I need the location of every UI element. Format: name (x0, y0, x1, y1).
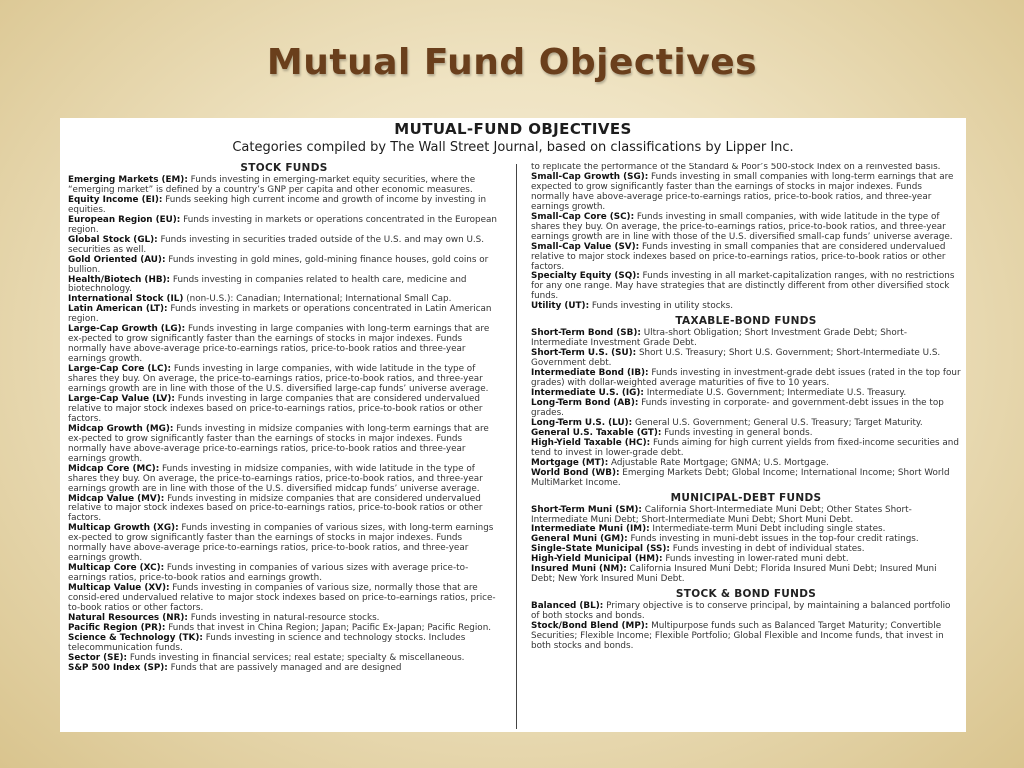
fund-category-description: Funds investing in general bonds. (664, 427, 813, 438)
fund-category-description: California Insured Muni Debt; Florida Insured Muni Debt; Insured Muni Debt; New York Insured Muni Debt. (531, 564, 937, 585)
fund-category-entry (68, 236, 500, 256)
fund-category-description: Funds investing in emerging-market equity securities, where the “emerging market” is defined by a country’s GNP per capita and other economic measures. (68, 175, 476, 195)
fund-category-term: Gold Oriented (AU): (68, 254, 166, 265)
fund-category-entry (531, 622, 961, 652)
fund-category-entry (68, 664, 500, 674)
fund-category-entry (68, 584, 500, 614)
fund-category-description: Short U.S. Treasury; Short U.S. Government; Short-Intermediate U.S. Government debt. (531, 348, 941, 369)
fund-category-description: Ultra-short Obligation; Short Investment Grade Debt; Short-Intermediate Investment Grade Debt. (531, 328, 907, 349)
fund-category-description: Funds investing in small companies that are considered undervalued relative to major stock indexes based on price-to-earnings ratios, price-to-book ratios or other factors. (531, 241, 946, 272)
fund-category-term: Short-Term U.S. (SU): (531, 348, 637, 359)
fund-category-description: Funds investing in large companies that are considered undervalued relative to major stock indexes based on price-to-earnings ratios, price-to-book ratios or other factors. (68, 393, 483, 424)
section-heading-taxable-bond: TAXABLE-BOND FUNDS (675, 315, 817, 328)
fund-category-entry (531, 272, 961, 302)
fund-category-description: Funds investing in markets or operations concentrated in the European region. (68, 214, 497, 235)
continuation-text: to replicate the performance of the Standard & Poor’s 500-stock Index on a reinvested basis. (531, 163, 941, 172)
document-header (60, 120, 966, 156)
fund-category-description: Funds investing in midsize companies, with wide latitude in the type of shares they buy. On average, the price-to-earnings ratios, price-to-book ratios, and three-year earnings growth are in line with those of the U.S. diversified midcap funds’ universe average. (68, 463, 483, 494)
fund-category-entry (68, 365, 500, 395)
fund-category-term: Intermediate Muni (IM): (531, 524, 650, 535)
fund-category-entry (531, 173, 961, 213)
fund-category-entry (531, 329, 961, 349)
fund-category-term: S&P 500 Index (SP): (68, 662, 168, 673)
fund-category-term: Sector (SE): (68, 652, 128, 663)
fund-category-description: Intermediate U.S. Government; Intermediate U.S. Treasury. (646, 388, 907, 399)
fund-category-entry (68, 465, 500, 495)
fund-category-entry (68, 524, 500, 564)
fund-category-term: Equity Income (EI): (68, 194, 163, 205)
fund-category-entry (68, 216, 500, 236)
fund-category-description: Funds investing in gold mines, gold-mining finance houses, gold coins or bullion. (68, 254, 489, 275)
fund-category-description: California Short-Intermediate Muni Debt; Other States Short-Intermediate Muni Debt; Short-Intermediate Muni Debt; Short Muni Debt. (531, 504, 912, 525)
section-heading-municipal-debt: MUNICIPAL-DEBT FUNDS (670, 491, 822, 504)
fund-category-description: Funds investing in small companies, with wide latitude in the type of shares they buy. On average, the price-to-earnings ratios, price-to-book ratios, and three-year earnings growth are in line with those of the U.S. diversified small-cap funds’ universe average. (531, 211, 953, 242)
fund-category-term: Multicap Value (XV): (68, 583, 170, 594)
fund-category-description: Funds investing in all market-capitalization ranges, with no restrictions for any one range. May have strategies that are distinctly different from other diversified stock funds. (531, 271, 955, 302)
fund-category-term: Small-Cap Growth (SG): (531, 171, 649, 182)
fund-category-term: Large-Cap Value (LV): (68, 393, 175, 404)
fund-category-term: General Muni (GM): (531, 534, 628, 545)
fund-category-entry (531, 439, 961, 459)
fund-category-entry (68, 564, 500, 584)
column-divider (516, 164, 517, 729)
fund-category-description: Funds investing in natural-resource stocks. (190, 612, 380, 623)
fund-category-term: Mortgage (MT): (531, 457, 609, 468)
fund-category-term: Insured Muni (NM): (531, 564, 627, 575)
fund-category-entry (68, 395, 500, 425)
fund-category-term: Latin American (LT): (68, 304, 168, 315)
fund-category-term: Small-Cap Value (SV): (531, 241, 640, 252)
fund-category-entry (68, 634, 500, 654)
fund-category-term: Balanced (BL): (531, 601, 604, 612)
fund-category-term: Health/Biotech (HB): (68, 274, 171, 285)
fund-category-description: Funds investing in debt of individual states. (672, 544, 865, 555)
fund-category-description: Funds seeking high current income and growth of income by investing in equities. (68, 194, 487, 215)
stock-funds-list (68, 176, 500, 674)
fund-category-term: Large-Cap Core (LC): (68, 364, 172, 375)
fund-category-term: Midcap Value (MV): (68, 493, 165, 504)
fund-category-description: Funds investing in investment-grade debt issues (rated in the top four grades) with dollar-weighted average maturities of five to 10 years. (531, 368, 961, 389)
fund-category-entry (68, 256, 500, 276)
fund-category-entry (531, 565, 961, 585)
fund-category-term: Single-State Municipal (SS): (531, 544, 670, 555)
taxable-bond-list (531, 329, 961, 488)
document-subtitle: Categories compiled by The Wall Street Journal, based on classifications by Lipper Inc. (232, 140, 794, 155)
fund-category-term: Short-Term Bond (SB): (531, 328, 641, 339)
fund-category-description: Funds that are passively managed and are designed (170, 662, 402, 673)
fund-category-description: Funds investing in midsize companies that are considered undervalued relative to major stock indexes based on price-to-earnings ratios, price-to-book ratios or other factors. (68, 493, 483, 524)
fund-category-term: Long-Term Bond (AB): (531, 397, 639, 408)
fund-category-entry (68, 425, 500, 465)
fund-category-term: Midcap Core (MC): (68, 463, 160, 474)
fund-category-term: Emerging Markets (EM): (68, 175, 188, 185)
fund-category-description: Funds aiming for high current yields from fixed-income securities and tend to invest in lower-grade debt. (531, 437, 959, 458)
fund-category-description: Funds investing in companies of various sizes with average price-to-earnings ratios, price-to-book ratios and earnings growth. (68, 563, 469, 584)
fund-category-entry (68, 176, 500, 196)
fund-category-description: Intermediate-term Muni Debt including single states. (652, 524, 886, 535)
fund-category-entry (531, 349, 961, 369)
left-column (68, 162, 500, 730)
fund-category-term: Intermediate U.S. (IG): (531, 388, 644, 399)
fund-category-entry (531, 243, 961, 273)
fund-category-description: Funds investing in securities traded outside of the U.S. and may own U.S. securities as well. (68, 234, 485, 255)
fund-category-description: Funds that invest in China Region; Japan; Pacific Ex-Japan; Pacific Region. (168, 622, 492, 633)
fund-category-entry (68, 196, 500, 216)
fund-category-term: Short-Term Muni (SM): (531, 504, 642, 515)
municipal-debt-list (531, 506, 961, 586)
fund-category-entry (531, 506, 961, 526)
document-title: MUTUAL-FUND OBJECTIVES (394, 120, 632, 138)
fund-category-description: Funds investing in science and technology stocks. Includes telecommunication funds. (68, 632, 466, 653)
fund-category-description: (non-U.S.): Canadian; International; International Small Cap. (186, 294, 452, 305)
fund-category-term: European Region (EU): (68, 214, 181, 225)
fund-category-entry (68, 325, 500, 365)
fund-category-description: Funds investing in small companies with long-term earnings that are expected to grow significantly faster than the earnings of stocks in major indexes. Funds normally have above-average price-to-earnings ratios, price-to-book ratios, and three-year earnings growth. (531, 171, 954, 212)
document-image (60, 118, 966, 732)
fund-category-term: Stock/Bond Blend (MP): (531, 621, 649, 632)
right-column (531, 163, 961, 731)
fund-category-description: Funds investing in utility stocks. (591, 301, 734, 312)
section-heading-stock-bond: STOCK & BOND FUNDS (675, 588, 817, 601)
fund-category-entry (531, 602, 961, 622)
fund-category-description: Emerging Markets Debt; Global Income; International Income; Short World MultiMarket Income. (531, 467, 950, 488)
fund-category-description: Multipurpose funds such as Balanced Target Maturity; Convertible Securities; Flexible Income; Flexible Portfolio; Global Flexible and Income funds, that invest in both stocks and bonds. (531, 621, 944, 651)
fund-category-description: Funds investing in muni-debt issues in the top-four credit ratings. (630, 534, 919, 545)
fund-category-entry (531, 399, 961, 419)
fund-category-entry (68, 495, 500, 525)
fund-category-term: Utility (UT): (531, 301, 590, 312)
fund-category-description: Funds investing in markets or operations concentrated in Latin American region. (68, 304, 492, 325)
fund-category-term: High-Yield Taxable (HC): (531, 437, 651, 448)
fund-category-term: Specialty Equity (SQ): (531, 271, 640, 282)
fund-category-term: Global Stock (GL): (68, 234, 158, 245)
fund-category-description: Funds investing in companies of various size, normally those that are consid-ered undervalued relative to major stock indexes based on price-to-earnings ratios, price-to-book ratios or other factors. (68, 583, 496, 613)
stock-funds-cont-list (531, 173, 961, 312)
fund-category-term: International Stock (IL) (68, 294, 184, 305)
fund-category-term: High-Yield Municipal (HM): (531, 554, 663, 565)
fund-category-description: Funds investing in large companies with long-term earnings that are ex-pected to grow significantly faster than the earnings of stocks in major indexes. Funds normally have above-average price-to-earnings ratios, price-to-book ratios and three-year earnings growth. (68, 324, 490, 365)
fund-category-description: Funds investing in financial services; real estate; specialty & miscellaneous. (129, 652, 465, 663)
fund-category-term: Large-Cap Growth (LG): (68, 324, 186, 335)
section-heading-stock-funds: STOCK FUNDS (240, 162, 328, 174)
fund-category-term: Intermediate Bond (IB): (531, 368, 649, 379)
fund-category-entry (68, 305, 500, 325)
fund-category-description: Funds investing in lower-rated muni debt. (665, 554, 849, 565)
fund-category-term: Multicap Core (XC): (68, 563, 165, 574)
fund-category-term: Pacific Region (PR): (68, 622, 166, 633)
fund-category-term: Science & Technology (TK): (68, 632, 203, 643)
fund-category-description: Adjustable Rate Mortgage; GNMA; U.S. Mortgage. (611, 457, 829, 468)
fund-category-description: Funds investing in midsize companies with long-term earnings that are ex-pected to grow significantly faster than the earnings of stocks in major indexes. Funds normally have above-average price-to-earnings ratios, price-to-book ratios and three-year earnings growth. (68, 423, 489, 464)
fund-category-term: World Bond (WB): (531, 467, 620, 478)
fund-category-description: Funds investing in corporate- and government-debt issues in the top grades. (531, 397, 944, 418)
fund-category-description: General U.S. Government; General U.S. Treasury; Target Maturity. (634, 417, 923, 428)
fund-category-entry (531, 302, 961, 312)
fund-category-entry (531, 213, 961, 243)
fund-category-description: Funds investing in large companies, with wide latitude in the type of shares they buy. On average, the price-to-earnings ratios, price-to-book ratios, and three-year earnings growth are in line with those of the U.S. diversified large-cap funds’ universe average. (68, 364, 489, 395)
fund-category-term: Long-Term U.S. (LU): (531, 417, 633, 428)
fund-category-term: Multicap Growth (XG): (68, 523, 179, 534)
fund-category-term: General U.S. Taxable (GT): (531, 427, 662, 438)
fund-category-term: Midcap Growth (MG): (68, 423, 174, 434)
fund-category-entry (531, 469, 961, 489)
slide-title: Mutual Fund Objectives (266, 42, 758, 83)
stock-bond-list (531, 602, 961, 652)
fund-category-description: Primary objective is to conserve principal, by maintaining a balanced portfolio of both stocks and bonds. (531, 601, 951, 622)
fund-category-term: Natural Resources (NR): (68, 612, 188, 623)
fund-category-description: Funds investing in companies of various sizes, with long-term earnings ex-pected to grow significantly faster than the earnings of stocks in major indexes. Funds normally have above-average price-to-earnings ratios, price-to-book ratios, and three-year earnings growth. (68, 523, 494, 564)
fund-category-entry (68, 276, 500, 296)
fund-category-term: Small-Cap Core (SC): (531, 211, 635, 222)
fund-category-description: Funds investing in companies related to health care, medicine and biotechnology. (68, 274, 467, 295)
fund-category-entry (531, 369, 961, 389)
